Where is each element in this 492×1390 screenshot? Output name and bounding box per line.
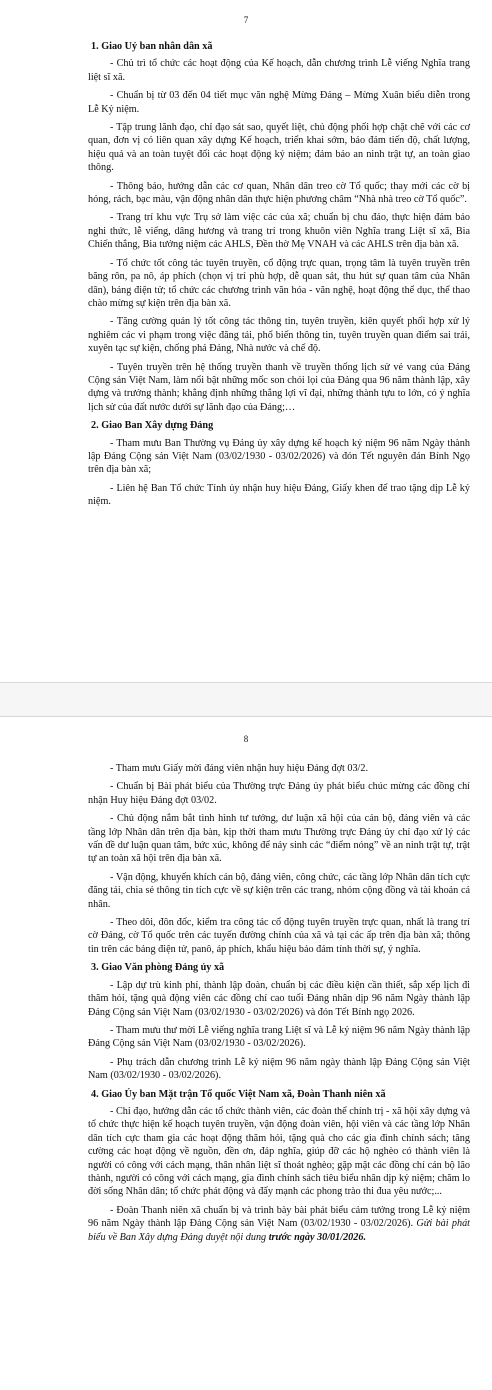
paragraph: - Chỉ đạo, hướng dẫn các tổ chức thành viên, các đoàn thể chính trị - xã hội xây dựng và tổ chức thực hiện kế hoạch tuyên truyền, vận động đoàn viên, hội viên và các tầng lớp Nhân dân tích cực tham gia các hoạt động thăm hỏi, tặng quà cho các gia đình chính sách; tăng cường các hoạt động về nguồn, đền ơn, đáp nghĩa, giúp đỡ các hộ nghèo có thành viên là người có công với cách mạng, thân nhân liệt sĩ thoát nghèo; gặp mặt các đồng chí cán bộ lão thành, người có công với cách mạng, gia đình chính sách tiêu biểu nhân dịp kỷ niệm; chăm lo đời sống Nhân dân; tổ chức phát động và đẩy mạnh các phong trào thi đua yêu nước;... [88,1105,470,1198]
page-number: 8 [243,734,249,744]
section-heading-3: 3. Giao Văn phòng Đảng ủy xã [91,962,225,974]
submission-note: Gửi bài phát biểu về Ban Xây dựng Đảng duyệt nội dung [88,1218,471,1243]
paragraph: - Chuẩn bị Bài phát biểu của Thường trực Đảng ủy phát biểu chúc mừng các đồng chí nhận Huy hiệu Đảng đợt 03/02. [88,781,470,806]
paragraph: - Tuyên truyền trên hệ thống truyền thanh về truyền thống lịch sử vẻ vang của Đảng Cộng sản Việt Nam, làm nổi bật những mốc son chói lọi của Đảng qua 96 năm thành lập, xây dựng và trưởng thành; khẳng định những thắng lợi vĩ đại, những thành tựu to lớn, có ý nghĩa lịch sử của đất nước dưới sự lãnh đạo của Đảng;… [88,361,470,413]
paragraph-text: - Đoàn Thanh niên xã chuẩn bị và trình bày bài phát biểu cảm tưởng trong Lễ kỷ niệm 96 năm Ngày thành lập Đảng Cộng sản Việt Nam (03/02/1930 - 03/02/2026). [88,1204,470,1230]
document-page-8 [0,717,492,1390]
page-separator [0,682,492,717]
paragraph: - Tăng cường quản lý tốt công tác thông tin, tuyên truyền, kiên quyết phối hợp xử lý nghiêm các vi phạm trong việc đăng tải, phổ biến thông tin, tuyên truyền quan điểm sai trái, xuyên tạc sự kiện, chống phá Đảng, Nhà nước và chế độ. [88,316,470,355]
paragraph: - Theo dõi, đôn đốc, kiểm tra công tác cổ động tuyên truyền trực quan, nhất là trang trí cờ Đảng, cờ Tổ quốc trên các tuyến đường chính của xã và tại các ấp trên địa bàn xã; thông tin trên các bảng điện tử, panô, áp phích, khẩu hiệu bảo đảm tính thời sự, ý nghĩa. [88,917,470,955]
section-heading-2: 2. Giao Ban Xây dựng Đảng [91,420,214,432]
page-number: 7 [243,15,249,25]
page-content [88,40,470,514]
page-content [88,762,470,1249]
paragraph: - Liên hệ Ban Tổ chức Tỉnh ủy nhận huy hiệu Đảng, Giấy khen để trao tặng dịp Lễ kỷ niệm. [88,482,470,508]
paragraph: - Trang trí khu vực Trụ sở làm việc các của xã; chuẩn bị chu đáo, thực hiện đảm bảo nghi thức, lễ viếng, dâng hương và trang trí trong khuôn viên Nghĩa trang Liệt sĩ xã, Bia Chiến thắng, Bia tưởng niệm các AHLS, Đền thờ Mẹ VNAH và các AHLS trên địa bàn xã. [88,212,470,251]
paragraph: - Tham mưu Ban Thường vụ Đảng ủy xây dựng kế hoạch kỷ niệm 96 năm Ngày thành lập Đảng Cộng sản Việt Nam (03/02/1930 - 03/02/2026) và đón Tết nguyên đán Bính Ngọ trên địa bàn xã; [88,437,470,476]
paragraph: - Tham mưu Giấy mời đảng viên nhận huy hiệu Đảng đợt 03/2. [110,763,369,774]
paragraph: - Vận động, khuyến khích cán bộ, đảng viên, công chức, các tầng lớp Nhân dân tích cực đăng tải, chia sẻ thông tin tích cực về sự kiện trên các trang, nhóm cộng đồng và tài khoản cá nhân. [88,871,470,910]
section-heading-4: 4. Giao Ủy ban Mặt trận Tổ quốc Việt Nam xã, Đoàn Thanh niên xã [91,1088,386,1100]
deadline-note: trước ngày 30/01/2026. [266,1231,367,1243]
paragraph: - Chủ động nắm bắt tình hình tư tưởng, dư luận xã hội của cán bộ, đảng viên và các tầng lớp Nhân dân trên địa bàn, kịp thời tham mưu Thường trực Đảng ủy chỉ đạo xử lý các vấn đề dư luận quan tâm, bức xúc, không để nảy sinh các “điểm nóng” về an ninh trật tự, trật tự an toàn xã hội trên địa bàn xã. [88,813,470,865]
document-page-7 [0,0,492,682]
paragraph: - Thông báo, hướng dẫn các cơ quan, Nhân dân treo cờ Tổ quốc; thay mới các cờ bị hỏng, rách, bạc màu, vận động nhân dân thực hiện phương châm “Nhà nhà treo cờ Tổ quốc”. [88,180,470,206]
paragraph: - Phụ trách dẫn chương trình Lễ kỷ niệm 96 năm ngày thành lập Đảng Cộng sản Việt Nam (03/02/1930 - 03/02/2026). [88,1056,470,1082]
paragraph: - Chuẩn bị từ 03 đến 04 tiết mục văn nghệ Mừng Đảng – Mừng Xuân biểu diễn trong Lễ Kỷ niệm. [88,90,470,115]
paragraph: - Tập trung lãnh đạo, chỉ đạo sát sao, quyết liệt, chủ động phối hợp chặt chẽ với các cơ quan, đơn vị có liên quan xây dựng Kế hoạch, triển khai sớm, bảo đảm tiến độ, chất lượng, hiệu quả và an toàn tuyệt đối các hoạt động kỷ niệm; đảm bảo an ninh trật tự, an toàn giao thông. [88,122,470,174]
paragraph: - Chủ trì tổ chức các hoạt động của Kế hoạch, dẫn chương trình Lễ viếng Nghĩa trang liệt sĩ xã. [88,58,470,83]
paragraph: - Tổ chức tốt công tác tuyên truyền, cổ động trực quan, trọng tâm là tuyên truyền trên băng rôn, pa nô, áp phích (chọn vị trí phù hợp, dễ quan sát, thu hút sự quan tâm của Nhân dân), bảng điện tử; tổ chức các chương trình văn hóa - văn nghệ, hoạt động thể dục, thể thao chào mừng sự kiện trên địa bàn xã. [88,257,470,309]
paragraph: - Tham mưu thư mời Lễ viếng nghĩa trang Liệt sĩ và Lễ kỷ niệm 96 năm Ngày thành lập Đảng Cộng sản Việt Nam (03/02/1930 - 03/02/2026). [88,1024,470,1050]
paragraph-with-deadline [88,1204,470,1244]
paragraph: - Lập dự trù kinh phí, thành lập đoàn, chuẩn bị các điều kiện cần thiết, sắp xếp lịch đi thăm hỏi, tặng quà động viên các đồng chí cao tuổi Đảng nhân dịp 96 năm Ngày thành lập Đảng Cộng sản Việt Nam (03/02/1930 - 03/02/2026) và đón Tết Bính ngọ 2026. [88,979,470,1018]
section-heading-1: 1. Giao Uỷ ban nhân dân xã [91,41,213,52]
